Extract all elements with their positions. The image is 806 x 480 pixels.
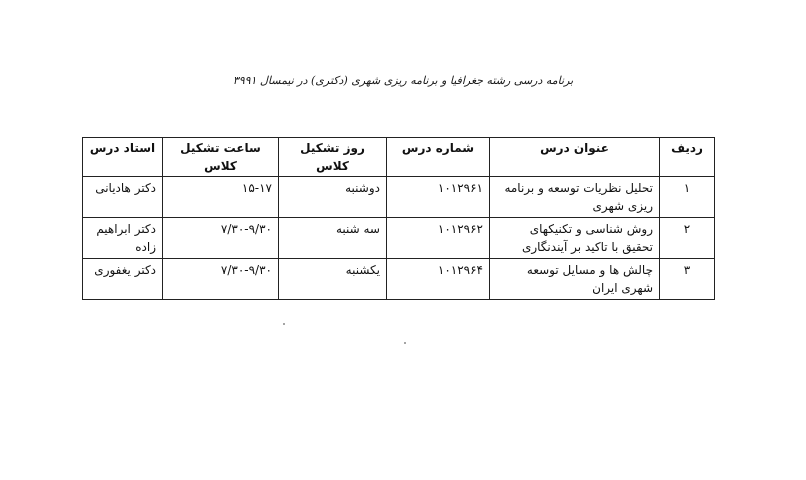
header-class-time: ساعت تشکیل کلاس xyxy=(163,138,279,177)
course-title-line: روش شناسی و تکنیکهای xyxy=(529,222,653,236)
course-title-line: چالش ها و مسایل توسعه xyxy=(526,263,653,277)
class-day: یکشنبه xyxy=(279,259,387,300)
class-time: ۱۵-۱۷ xyxy=(163,177,279,218)
header-class-day: روز تشکیل کلاس xyxy=(279,138,387,177)
course-title-line: ریزی شهری xyxy=(592,199,653,213)
table-row xyxy=(83,218,715,259)
scan-speck xyxy=(283,323,285,325)
header-row-number: ردیف xyxy=(660,138,715,177)
table-row xyxy=(83,259,715,300)
course-code: ۱۰۱۲۹۶۴ xyxy=(387,259,490,300)
header-course-title: عنوان درس xyxy=(490,138,660,177)
course-code: ۱۰۱۲۹۶۲ xyxy=(387,218,490,259)
class-day: سه شنبه xyxy=(279,218,387,259)
scan-speck xyxy=(404,342,406,344)
header-course-code: شماره درس xyxy=(387,138,490,177)
course-schedule-table xyxy=(82,137,715,300)
class-time: ۷/۳۰-۹/۳۰ xyxy=(163,259,279,300)
class-time: ۷/۳۰-۹/۳۰ xyxy=(163,218,279,259)
row-number: ۱ xyxy=(660,177,715,218)
row-number: ۳ xyxy=(660,259,715,300)
course-title xyxy=(490,218,660,259)
table-row xyxy=(83,177,715,218)
table-header-row xyxy=(83,138,715,177)
course-title-line: شهری ایران xyxy=(592,281,653,295)
instructor: دکتر هادیانی xyxy=(83,177,163,218)
class-day: دوشنبه xyxy=(279,177,387,218)
course-title xyxy=(490,177,660,218)
instructor: دکتر ابراهیم زاده xyxy=(83,218,163,259)
course-title-line: تحقیق با تاکید بر آیندنگاری xyxy=(521,240,653,254)
instructor: دکتر یغفوری xyxy=(83,259,163,300)
header-instructor: استاد درس xyxy=(83,138,163,177)
course-code: ۱۰۱۲۹۶۱ xyxy=(387,177,490,218)
page-title: برنامه درسی رشته جغرافیا و برنامه ریزی شهری (دکتری) در نیمسال ۳۹۹۱ xyxy=(232,74,574,87)
row-number: ۲ xyxy=(660,218,715,259)
course-title xyxy=(490,259,660,300)
course-title-line: تحلیل نظریات توسعه و برنامه xyxy=(504,181,653,195)
